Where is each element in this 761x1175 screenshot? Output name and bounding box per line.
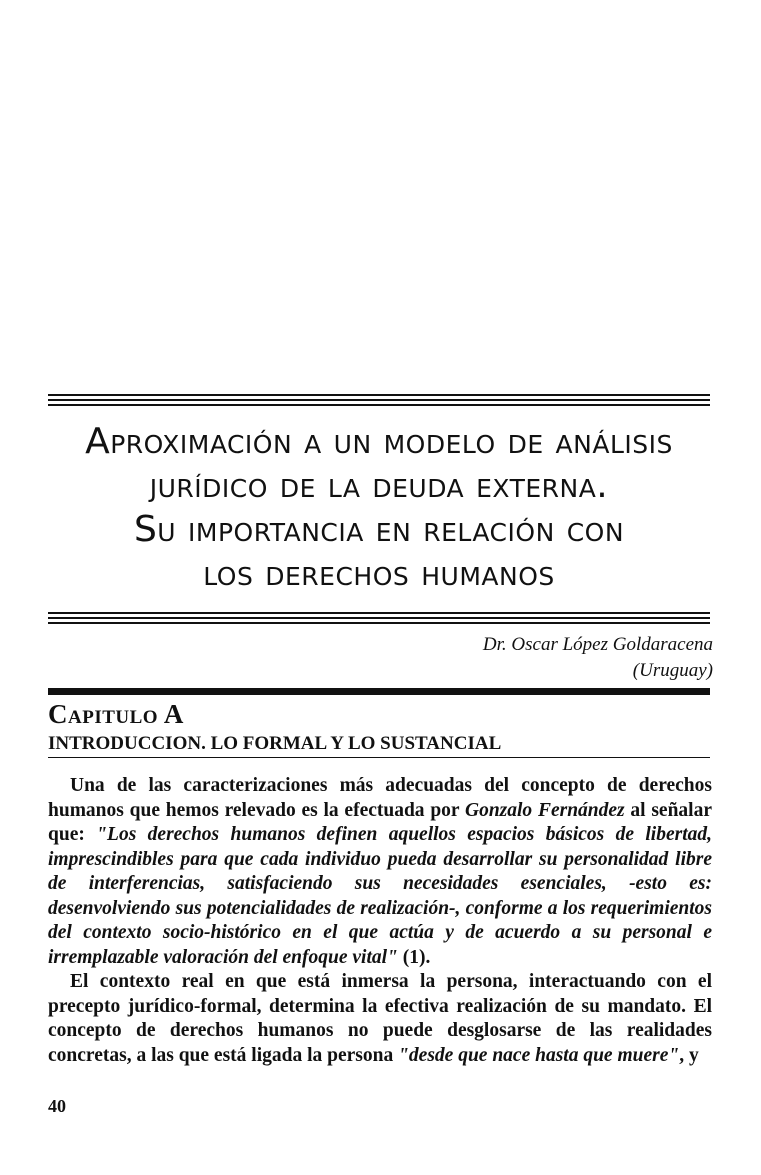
title-line-4: los derechos humanos: [203, 553, 555, 594]
article-title: [48, 420, 710, 596]
mid-rule-1: [48, 612, 710, 614]
quote-1: "Los derechos humanos definen aquellos espacios básicos de libertad, imprescindibles para que cada individuo pueda desarrollar su personalidad libre de interferencias, satisfaciendo sus necesidades esenciales, -esto es: desenvolviendo sus potencialidades de realización-, conforme a los requerimientos del contexto socio-histórico en el que actúa y de acuerdo a su personal e irremplazable valoración del enfoque vital": [48, 824, 713, 968]
mid-rule-3: [48, 622, 710, 624]
title-line-3: Su importancia en relación con: [133, 509, 625, 550]
chapter-heading: Capitulo A: [48, 699, 184, 729]
top-rule-3: [48, 404, 710, 406]
top-rule-1: [48, 394, 710, 396]
page-number: 40: [48, 1096, 66, 1116]
author-country: (Uruguay): [632, 660, 713, 681]
cited-author: Gonzalo Fernández: [465, 799, 625, 821]
mid-rule-2: [48, 617, 710, 619]
paragraph-1: Una de las caracterizaciones más adecuadas del concepto de derechos humanos que hemos relevado es la efectuada por Gonzalo Fernández al señalar que: "Los derechos humanos definen aquellos espacios básicos de libertad, imprescindibles para que cada individuo pueda desarrollar su personalidad libre de interferencias, satisfaciendo sus necesidades esenciales, -esto es: desenvolviendo sus potencialidades de realización-, conforme a los requerimientos del contexto socio-histórico en el que actúa y de acuerdo a su personal e irremplazable valoración del enfoque vital" (1).: [48, 775, 713, 968]
chapter-bar: [48, 688, 710, 695]
chapter-subtitle: INTRODUCCION. LO FORMAL Y LO SUSTANCIAL: [48, 733, 502, 754]
author-block: [483, 632, 713, 684]
title-line-1: Aproximación a un modelo de análisis: [85, 421, 673, 462]
subtitle-underline: [48, 757, 710, 758]
top-rule-2: [48, 399, 710, 401]
title-line-2: jurídico de la deuda externa.: [149, 465, 609, 506]
quote-2: "desde que nace hasta que muere": [398, 1044, 680, 1066]
body-text: [48, 774, 712, 1068]
paragraph-2: El contexto real en que está inmersa la persona, interactuando con el precepto jurídico-formal, determina la efectiva realización de su mandato. El concepto de derechos humanos no puede desglosarse de las realidades concretas, a las que está ligada la persona "desde que nace hasta que muere", y: [48, 971, 712, 1066]
author-name: Dr. Oscar López Goldaracena: [482, 634, 713, 655]
